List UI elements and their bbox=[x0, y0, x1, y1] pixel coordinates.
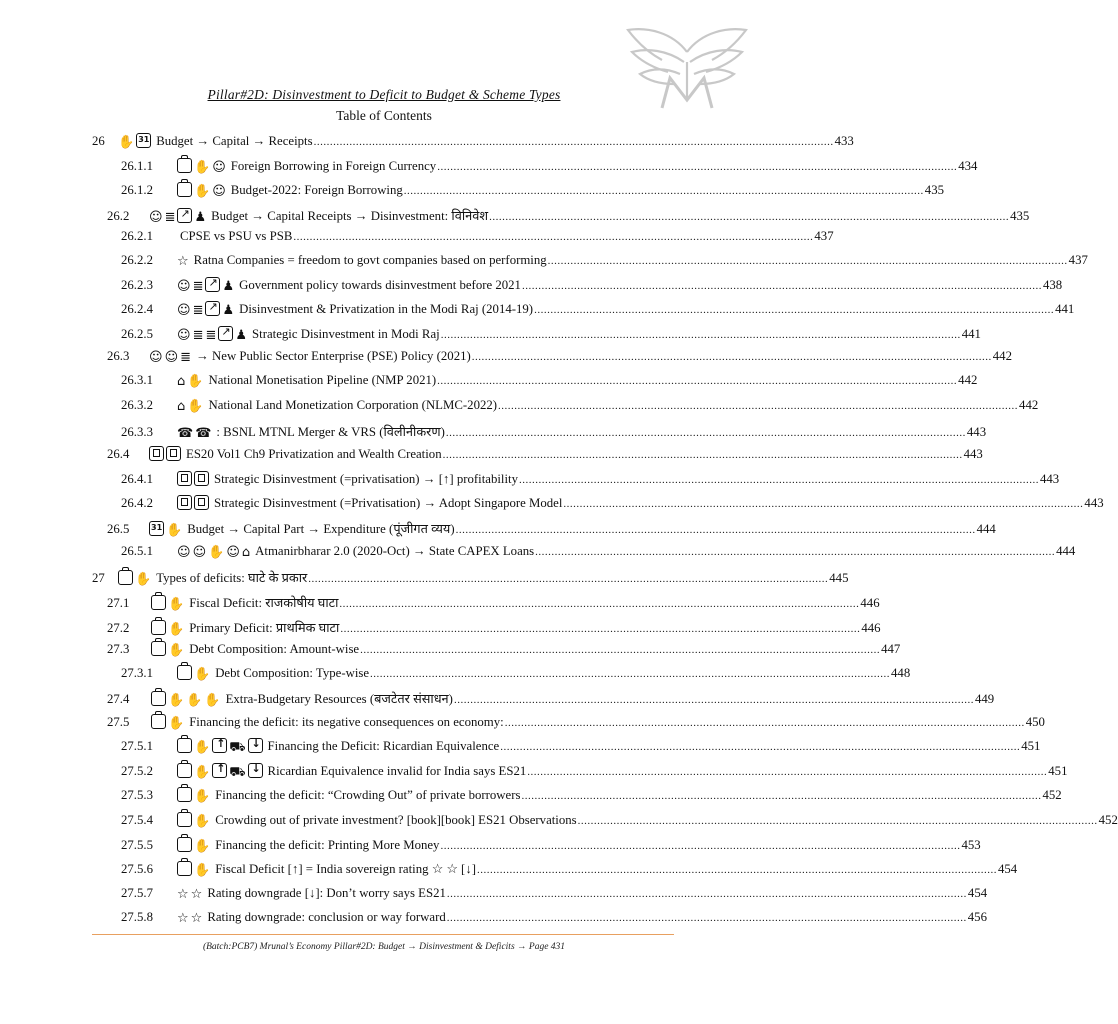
hands-coins-icon: ✋ bbox=[194, 789, 211, 804]
hand-icon: ✋ bbox=[187, 399, 204, 414]
toc-entry[interactable] bbox=[121, 422, 987, 441]
toc-entry-icons bbox=[151, 691, 223, 708]
toc-entry-number: 26.2.4 bbox=[121, 302, 153, 316]
toc-entry-number: 26.3.1 bbox=[121, 373, 153, 387]
toc-entry-title: Extra-Budgetary Resources (बजटेतर संसाधन) bbox=[225, 692, 453, 706]
toc-leader-dots bbox=[447, 888, 967, 900]
toc-entry-title: Ricardian Equivalence invalid for India says ES21 bbox=[267, 764, 527, 778]
hands-coins-icon: ✋ bbox=[194, 740, 211, 755]
toc-entry[interactable] bbox=[121, 910, 987, 928]
toc-entry-icons bbox=[149, 349, 193, 365]
toc-leader-dots bbox=[454, 694, 974, 706]
toc-entry-icons bbox=[177, 738, 265, 757]
chart-up-icon bbox=[177, 208, 192, 223]
calendar-icon bbox=[149, 521, 164, 536]
briefcase-icon bbox=[151, 620, 166, 635]
toc-entry[interactable] bbox=[107, 593, 880, 612]
toc-entry-icons bbox=[177, 763, 265, 782]
hands-coins-icon: ✋ bbox=[194, 667, 211, 682]
toc-entry-title: Fiscal Deficit [↑] = India sovereign rating ☆ ☆ [↓] bbox=[215, 862, 476, 876]
cart-icon: ⛟ bbox=[229, 765, 246, 780]
toc-leader-dots bbox=[447, 912, 967, 924]
money-stack-icon: ≣ bbox=[164, 210, 176, 225]
toc-entry[interactable] bbox=[121, 738, 1041, 756]
face-icon: ☺ bbox=[164, 350, 179, 365]
toc-entry-title: Financing the Deficit: Ricardian Equivalence bbox=[267, 739, 500, 753]
briefcase-icon bbox=[177, 665, 192, 680]
toc-entry-page: 443 bbox=[1084, 496, 1104, 510]
toc-leader-dots bbox=[472, 351, 992, 363]
toc-entry-page: 435 bbox=[924, 183, 944, 197]
table-of-contents bbox=[0, 128, 1118, 930]
money-stack-icon: ≣ bbox=[180, 350, 192, 365]
briefcase-icon bbox=[177, 763, 192, 778]
toc-entry-number: 27.2 bbox=[107, 621, 130, 635]
toc-leader-dots bbox=[456, 524, 976, 536]
toc-leader-dots bbox=[477, 864, 997, 876]
toc-entry-number: 26.2 bbox=[107, 209, 130, 223]
toc-entry-number: 27.5.8 bbox=[121, 910, 153, 924]
toc-entry-icons bbox=[177, 398, 205, 414]
bank-icon: ⌂ bbox=[241, 545, 251, 560]
phone-icon: ☎ bbox=[177, 426, 194, 441]
toc-entry[interactable] bbox=[121, 253, 1088, 271]
star-icon: ☆ bbox=[177, 254, 189, 269]
toc-entry[interactable] bbox=[92, 133, 854, 151]
toc-entry-title: Financing the deficit: Printing More Money bbox=[215, 838, 440, 852]
toc-entry-title: → New Public Sector Enterprise (PSE) Policy (2021) bbox=[196, 349, 471, 363]
cart-icon: ⛟ bbox=[229, 740, 246, 755]
toc-entry-number: 26.1.2 bbox=[121, 183, 153, 197]
document-title: Pillar#2D: Disinvestment to Deficit to Budget & Scheme Types bbox=[207, 87, 561, 102]
toc-entry[interactable] bbox=[121, 763, 1068, 781]
toc-entry[interactable] bbox=[121, 886, 988, 904]
hands-coins-icon: ✋ bbox=[194, 765, 211, 780]
book-icon bbox=[177, 471, 192, 486]
arrow-up-box-icon bbox=[212, 738, 227, 753]
factory-icon: ⌂ bbox=[177, 399, 186, 414]
toc-entry-icons bbox=[177, 425, 213, 441]
toc-entry-number: 26.4.1 bbox=[121, 472, 153, 486]
toc-entry-number: 26.5 bbox=[107, 522, 130, 536]
toc-entry[interactable] bbox=[107, 349, 1012, 367]
toc-entry[interactable] bbox=[121, 471, 1060, 489]
hands-coins-icon: ✋ bbox=[194, 160, 211, 175]
arrow-down-box-icon bbox=[248, 763, 263, 778]
toc-entry-icons bbox=[177, 812, 212, 829]
toc-leader-dots bbox=[535, 546, 1055, 558]
briefcase-icon bbox=[177, 738, 192, 753]
face-icon: ☺ bbox=[177, 545, 191, 560]
toc-entry[interactable] bbox=[121, 277, 1063, 295]
face-icon: ☺ bbox=[212, 184, 226, 199]
toc-leader-dots bbox=[446, 427, 966, 439]
person-icon: ♟ bbox=[222, 279, 235, 294]
toc-entry-icons bbox=[177, 326, 249, 343]
toc-entry-title: Strategic Disinvestment (=privatisation) → [↑] profitability bbox=[214, 472, 518, 486]
toc-leader-dots bbox=[441, 329, 961, 341]
toc-leader-dots bbox=[500, 741, 1020, 753]
hands-coins-icon: ✋ bbox=[194, 839, 211, 854]
phone-icon: ☎ bbox=[195, 426, 212, 441]
toc-entry-page: 446 bbox=[860, 596, 880, 610]
footer-divider bbox=[92, 934, 674, 935]
toc-entry-title: Financing the deficit: its negative consequences on economy: bbox=[189, 715, 504, 729]
toc-entry-title: Debt Composition: Type-wise bbox=[215, 666, 370, 680]
face-icon: ☺ bbox=[149, 350, 163, 365]
toc-entry-number: 26.3 bbox=[107, 349, 130, 363]
hands-coins-icon: ✋ bbox=[168, 693, 185, 708]
toc-entry-number: 27.5.2 bbox=[121, 764, 153, 778]
toc-entry-number: 27.5.4 bbox=[121, 813, 153, 827]
toc-leader-dots bbox=[498, 400, 1018, 412]
toc-leader-dots bbox=[505, 717, 1025, 729]
toc-entry-page: 449 bbox=[974, 692, 995, 706]
hand-icon: ✋ bbox=[187, 374, 204, 389]
toc-entry[interactable] bbox=[121, 544, 1076, 562]
toc-entry-number: 26.2.3 bbox=[121, 278, 153, 292]
toc-entry-icons bbox=[118, 133, 153, 150]
toc-entry-page: 452 bbox=[1098, 813, 1118, 827]
toc-leader-dots bbox=[563, 498, 1083, 510]
book-icon bbox=[149, 446, 164, 461]
toc-entry-number: 27.3 bbox=[107, 642, 130, 656]
toc-leader-dots bbox=[340, 623, 860, 635]
face-icon: ☺ bbox=[212, 160, 226, 175]
toc-entry-icons bbox=[149, 208, 208, 225]
toc-entry-page: 434 bbox=[958, 159, 978, 173]
star-icon: ☆ bbox=[190, 911, 203, 926]
hand-icon: ✋ bbox=[118, 135, 135, 150]
toc-entry-icons bbox=[177, 837, 212, 854]
toc-entry-page: 442 bbox=[992, 349, 1012, 363]
toc-entry[interactable] bbox=[121, 398, 1039, 416]
hands-coins-icon: ✋ bbox=[194, 184, 211, 199]
hand-icon: ✋ bbox=[208, 545, 225, 560]
toc-entry-icons bbox=[149, 521, 184, 538]
toc-entry-icons bbox=[177, 886, 204, 902]
face-icon: ☺ bbox=[177, 303, 191, 318]
toc-entry-title: Budget → Capital → Receipts bbox=[156, 134, 313, 148]
toc-entry-icons bbox=[177, 665, 212, 682]
toc-leader-dots bbox=[489, 211, 1009, 223]
toc-entry[interactable] bbox=[121, 787, 1062, 805]
toc-entry-number: 27.5.3 bbox=[121, 788, 153, 802]
hands-coins-icon: ✋ bbox=[135, 572, 152, 587]
toc-entry[interactable] bbox=[107, 618, 881, 637]
toc-entry-title: Disinvestment & Privatization in the Modi Raj (2014-19) bbox=[239, 302, 534, 316]
toc-entry-number: 27.1 bbox=[107, 596, 130, 610]
toc-entry-number: 27.5 bbox=[107, 715, 130, 729]
briefcase-icon bbox=[177, 837, 192, 852]
toc-entry-number: 26.1.1 bbox=[121, 159, 153, 173]
toc-entry-number: 27 bbox=[92, 571, 105, 585]
toc-entry[interactable] bbox=[121, 229, 834, 247]
toc-entry-page: 451 bbox=[1021, 739, 1041, 753]
chart-up-icon bbox=[205, 301, 220, 316]
toc-entry-number: 27.5.6 bbox=[121, 862, 153, 876]
book-icon bbox=[177, 495, 192, 510]
toc-leader-dots bbox=[519, 474, 1039, 486]
toc-entry-page: 446 bbox=[861, 621, 881, 635]
toc-entry-number: 26.2.5 bbox=[121, 327, 153, 341]
money-stack-icon: ≣ bbox=[192, 328, 204, 343]
face-icon: ☺ bbox=[177, 328, 191, 343]
toc-entry-page: 437 bbox=[1068, 253, 1088, 267]
person-icon: ♟ bbox=[194, 210, 207, 225]
chart-up-icon bbox=[218, 326, 233, 341]
briefcase-icon bbox=[151, 641, 166, 656]
briefcase-icon bbox=[151, 691, 166, 706]
toc-entry[interactable] bbox=[107, 714, 1045, 732]
toc-entry-icons bbox=[177, 158, 228, 175]
hands-coins-icon: ✋ bbox=[168, 643, 185, 658]
toc-leader-dots bbox=[534, 304, 1054, 316]
toc-entry-icons bbox=[151, 641, 186, 658]
toc-entry[interactable] bbox=[121, 837, 981, 855]
toc-entry-page: 433 bbox=[834, 134, 854, 148]
toc-entry-icons bbox=[177, 495, 211, 511]
factory-icon: ⌂ bbox=[177, 374, 186, 389]
toc-leader-dots bbox=[440, 840, 960, 852]
face-icon: ☺ bbox=[149, 210, 163, 225]
toc-entry-title: Government policy towards disinvestment before 2021 bbox=[239, 278, 521, 292]
toc-entry-page: 448 bbox=[891, 666, 911, 680]
toc-entry-icons bbox=[177, 544, 252, 560]
toc-entry-number: 26.3.3 bbox=[121, 425, 153, 439]
page-footer: (Batch:PCB7) Mrunal’s Economy Pillar#2D: Budget → Disinvestment & Deficits → Page 431 bbox=[202, 942, 566, 952]
toc-entry[interactable] bbox=[121, 495, 1104, 513]
briefcase-icon bbox=[177, 182, 192, 197]
toc-entry-icons bbox=[177, 277, 236, 294]
toc-entry-page: 456 bbox=[967, 910, 987, 924]
toc-entry-title: Strategic Disinvestment (=Privatisation) → Adopt Singapore Model bbox=[214, 496, 563, 510]
toc-entry-icons bbox=[177, 787, 212, 804]
toc-entry-page: 454 bbox=[997, 862, 1018, 876]
toc-entry-icons bbox=[177, 861, 212, 878]
toc-entry-title: CPSE vs PSU vs PSB bbox=[180, 229, 293, 243]
toc-entry-title: ES20 Vol1 Ch9 Privatization and Wealth Creation bbox=[186, 447, 442, 461]
toc-entry-title: Budget → Capital Receipts → Disinvestment: विनिवेश bbox=[211, 209, 489, 223]
toc-entry[interactable] bbox=[121, 373, 978, 391]
toc-entry-icons bbox=[149, 446, 183, 462]
arrow-down-box-icon bbox=[248, 738, 263, 753]
toc-entry-page: 443 bbox=[1039, 472, 1060, 486]
hands-coins-icon: ✋ bbox=[194, 863, 211, 878]
toc-entry-title: Primary Deficit: प्राथमिक घाटा bbox=[189, 621, 340, 635]
toc-entry[interactable] bbox=[107, 446, 983, 464]
toc-heading: Table of Contents bbox=[336, 108, 432, 123]
toc-entry-number: 26.5.1 bbox=[121, 544, 153, 558]
toc-leader-dots bbox=[370, 668, 890, 680]
toc-entry-number: 27.4 bbox=[107, 692, 130, 706]
toc-entry-title: : BSNL MTNL Merger & VRS (विलीनीकरण) bbox=[216, 425, 445, 439]
hands-coins-icon: ✋ bbox=[204, 693, 221, 708]
toc-entry[interactable] bbox=[107, 519, 996, 538]
toc-leader-dots bbox=[527, 766, 1047, 778]
toc-entry-icons bbox=[118, 570, 153, 587]
toc-entry-icons bbox=[177, 182, 228, 199]
toc-entry-number: 26 bbox=[92, 134, 105, 148]
toc-entry-page: 435 bbox=[1010, 209, 1030, 223]
toc-entry-page: 444 bbox=[976, 522, 996, 536]
toc-entry-title: National Land Monetization Corporation (NLMC-2022) bbox=[208, 398, 498, 412]
book-icon bbox=[194, 495, 209, 510]
toc-entry[interactable] bbox=[92, 568, 849, 587]
toc-entry-page: 441 bbox=[961, 327, 981, 341]
toc-entry-page: 450 bbox=[1025, 715, 1045, 729]
hands-coins-icon: ✋ bbox=[168, 622, 185, 637]
star-icon: ☆ bbox=[177, 911, 189, 926]
toc-entry-number: 26.4 bbox=[107, 447, 130, 461]
toc-entry-page: 437 bbox=[814, 229, 834, 243]
face-icon: ☺ bbox=[192, 545, 207, 560]
toc-entry-title: Fiscal Deficit: राजकोषीय घाटा bbox=[189, 596, 339, 610]
toc-entry-page: 452 bbox=[1042, 788, 1062, 802]
toc-entry-title: Crowding out of private investment? [book][book] ES21 Observations bbox=[215, 813, 577, 827]
toc-entry-icons bbox=[177, 471, 211, 487]
briefcase-icon bbox=[177, 158, 192, 173]
toc-entry[interactable] bbox=[121, 326, 981, 344]
toc-entry-number: 27.5.1 bbox=[121, 739, 153, 753]
hand-icon: ✋ bbox=[186, 693, 203, 708]
toc-entry[interactable] bbox=[121, 812, 1118, 830]
toc-entry[interactable] bbox=[121, 301, 1075, 319]
toc-entry-page: 441 bbox=[1055, 302, 1075, 316]
toc-leader-dots bbox=[437, 161, 957, 173]
money-stack-icon: ≣ bbox=[205, 328, 217, 343]
star-icon: ☆ bbox=[177, 887, 189, 902]
hands-coins-icon: ✋ bbox=[194, 814, 211, 829]
face-icon: ☺ bbox=[226, 545, 240, 560]
toc-entry-page: 442 bbox=[1019, 398, 1039, 412]
briefcase-icon bbox=[177, 812, 192, 827]
toc-entry-number: 26.2.2 bbox=[121, 253, 153, 267]
briefcase-icon bbox=[177, 861, 192, 876]
chart-up-icon bbox=[205, 277, 220, 292]
toc-entry-number: 27.3.1 bbox=[121, 666, 153, 680]
toc-entry-title: Foreign Borrowing in Foreign Currency bbox=[230, 159, 437, 173]
toc-leader-dots bbox=[522, 280, 1042, 292]
toc-entry-title: Strategic Disinvestment in Modi Raj bbox=[252, 327, 440, 341]
toc-entry-title: Rating downgrade [↓]: Don’t worry says ES21 bbox=[207, 886, 446, 900]
toc-entry[interactable] bbox=[121, 861, 1018, 879]
star-icon: ☆ bbox=[190, 887, 203, 902]
toc-leader-dots bbox=[578, 815, 1098, 827]
toc-leader-dots bbox=[548, 255, 1068, 267]
toc-entry-page: 443 bbox=[963, 447, 983, 461]
briefcase-icon bbox=[177, 787, 192, 802]
hands-coins-icon: ✋ bbox=[168, 597, 185, 612]
toc-entry-title: Atmanirbharar 2.0 (2020-Oct) → State CAPEX Loans bbox=[255, 544, 535, 558]
toc-entry-title: Budget-2022: Foreign Borrowing bbox=[230, 183, 403, 197]
money-stack-icon: ≣ bbox=[192, 303, 204, 318]
toc-entry-page: 454 bbox=[967, 886, 988, 900]
toc-entry-page: 442 bbox=[958, 373, 978, 387]
toc-entry-number: 27.5.7 bbox=[121, 886, 153, 900]
toc-leader-dots bbox=[437, 375, 957, 387]
toc-leader-dots bbox=[339, 598, 859, 610]
toc-entry-icons bbox=[177, 373, 205, 389]
toc-entry-number: 26.3.2 bbox=[121, 398, 153, 412]
book-icon bbox=[166, 446, 181, 461]
toc-entry-page: 445 bbox=[829, 571, 849, 585]
arrow-up-box-icon bbox=[212, 763, 227, 778]
toc-entry-icons bbox=[151, 620, 186, 637]
toc-entry-title: Rating downgrade: conclusion or way forward bbox=[207, 910, 446, 924]
toc-leader-dots bbox=[443, 449, 963, 461]
person-icon: ♟ bbox=[222, 303, 235, 318]
briefcase-icon bbox=[151, 595, 166, 610]
toc-entry-title: Ratna Companies = freedom to govt companies based on performing bbox=[193, 253, 547, 267]
face-icon: ☺ bbox=[177, 279, 191, 294]
toc-leader-dots bbox=[360, 644, 880, 656]
toc-entry-page: 453 bbox=[961, 838, 981, 852]
toc-entry-title: Financing the deficit: “Crowding Out” of private borrowers bbox=[215, 788, 521, 802]
toc-entry[interactable] bbox=[121, 158, 978, 176]
toc-entry[interactable] bbox=[121, 182, 944, 200]
toc-entry-icons bbox=[151, 595, 186, 612]
briefcase-icon bbox=[151, 714, 166, 729]
toc-entry-title: Types of deficits: घाटे के प्रकार bbox=[156, 571, 308, 585]
toc-entry-page: 444 bbox=[1056, 544, 1076, 558]
money-stack-icon: ≣ bbox=[192, 279, 204, 294]
toc-entry-number: 26.4.2 bbox=[121, 496, 153, 510]
toc-leader-dots bbox=[314, 136, 834, 148]
toc-entry-number: 27.5.5 bbox=[121, 838, 153, 852]
toc-entry-page: 443 bbox=[966, 425, 987, 439]
book-icon bbox=[194, 471, 209, 486]
toc-entry[interactable] bbox=[107, 689, 995, 708]
calendar-icon bbox=[136, 133, 151, 148]
hand-icon: ✋ bbox=[166, 523, 183, 538]
toc-entry-title: Budget → Capital Part → Expenditure (पूंजीगत व्यय) bbox=[187, 522, 455, 536]
toc-leader-dots bbox=[308, 573, 828, 585]
toc-entry[interactable] bbox=[121, 665, 911, 683]
toc-entry-page: 447 bbox=[881, 642, 901, 656]
person-icon: ♟ bbox=[235, 328, 248, 343]
toc-leader-dots bbox=[404, 185, 924, 197]
toc-entry[interactable] bbox=[107, 206, 1030, 225]
toc-entry-icons bbox=[177, 301, 236, 318]
toc-entry-icons bbox=[151, 714, 186, 731]
toc-leader-dots bbox=[521, 790, 1041, 802]
toc-leader-dots bbox=[293, 231, 813, 243]
toc-entry-number: 26.2.1 bbox=[121, 229, 153, 243]
toc-entry-page: 438 bbox=[1042, 278, 1063, 292]
toc-entry[interactable] bbox=[107, 641, 901, 659]
toc-entry-icons bbox=[177, 253, 191, 269]
toc-entry-icons bbox=[177, 910, 204, 926]
toc-entry-title: National Monetisation Pipeline (NMP 2021) bbox=[208, 373, 437, 387]
briefcase-icon bbox=[118, 570, 133, 585]
toc-entry-title: Debt Composition: Amount-wise bbox=[189, 642, 360, 656]
toc-entry-page: 451 bbox=[1048, 764, 1068, 778]
hands-coins-icon: ✋ bbox=[168, 716, 185, 731]
